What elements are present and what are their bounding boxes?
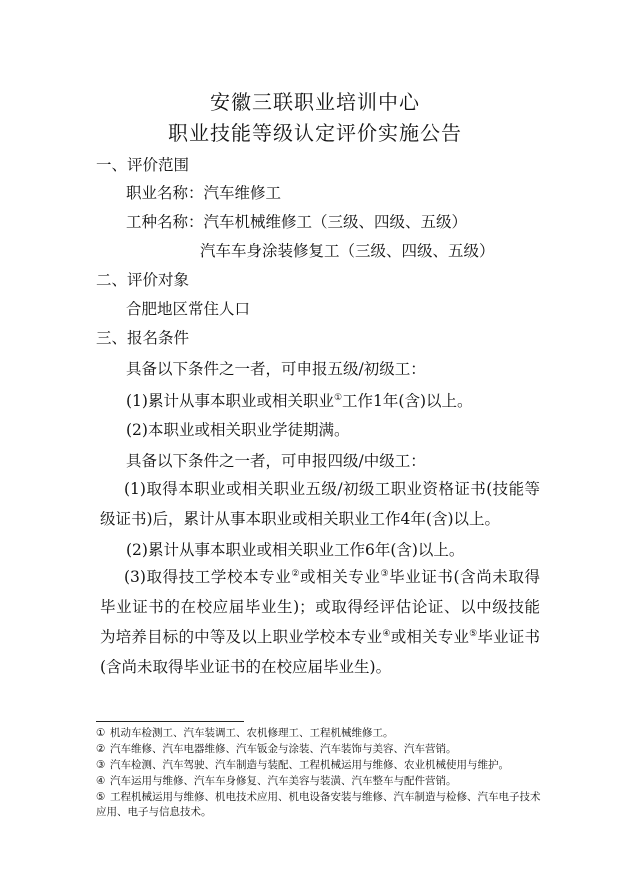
footnote-2 xyxy=(96,742,546,757)
occupation-name: 职业名称：汽车维修工 xyxy=(126,184,282,202)
footnote-text-4: 汽车运用与维修、汽车车身修复、汽车美容与装潢、汽车整车与配件营销。 xyxy=(110,775,457,787)
level4-intro: 具备以下条件之一者，可申报四级/中级工： xyxy=(126,452,426,470)
footnote-text-5: 工程机械运用与维修、机电技术应用、机电设备安装与维修、汽车制造与检修、汽车电子技术应用、电子与信息技术。 xyxy=(96,791,541,818)
section2-heading: 二、评价对象 xyxy=(96,271,190,289)
level4-item3-text-d: 或相关专业 xyxy=(390,628,470,646)
footnote-divider xyxy=(96,721,244,722)
level5-item2: (2)本职业或相关职业学徒期满。 xyxy=(126,421,350,439)
footnote-mark-3: ③ xyxy=(96,759,106,771)
footnote-mark-5: ⑤ xyxy=(96,791,106,803)
level4-item3-text-c: 毕业证书(含尚未取得毕业证书的在校应届毕业生)；或取得经评估论证、以中级技能为培养目标的中等及以上职业学校本专业 xyxy=(100,568,540,646)
footnote-text-2: 汽车维修、汽车电器维修、汽车钣金与涂装、汽车装饰与美容、汽车营销。 xyxy=(110,743,457,755)
footnote-text-3: 汽车检测、汽车驾驶、汽车制造与装配、工程机械运用与维修、农业机械使用与维护。 xyxy=(110,759,509,771)
footnote-3 xyxy=(96,758,546,773)
document-title-line2: 职业技能等级认定评价实施公告 xyxy=(168,121,462,145)
level5-item1 xyxy=(126,389,473,411)
footnote-ref-2: ② xyxy=(291,568,301,579)
footnote-ref-1: ① xyxy=(333,392,343,403)
footnote-mark-4: ④ xyxy=(96,775,106,787)
trade-name-line2: 汽车车身涂装修复工（三级、四级、五级） xyxy=(200,242,495,260)
footnote-mark-2: ② xyxy=(96,743,106,755)
level5-item1-text-a: (1)累计从事本职业或相关职业 xyxy=(126,392,334,410)
footnote-1 xyxy=(96,726,546,741)
level5-intro: 具备以下条件之一者，可申报五级/初级工： xyxy=(126,360,426,378)
evaluation-target: 合肥地区常住人口 xyxy=(126,300,251,318)
level4-item3-text-a: (3)取得技工学校本专业 xyxy=(124,568,292,586)
level5-item1-text-b: 工作1年(含)以上。 xyxy=(342,392,473,410)
level4-item3-text-b: 或相关专业 xyxy=(300,568,381,586)
document-title-line1: 安徽三联职业培训中心 xyxy=(210,90,420,114)
section1-heading: 一、评价范围 xyxy=(96,156,190,174)
level4-item1-text: (1)取得本职业或相关职业五级/初级工职业资格证书(技能等级证书)后，累计从事本职业或相关职业工作4年(含)以上。 xyxy=(100,480,540,528)
section3-heading: 三、报名条件 xyxy=(96,329,190,347)
footnote-mark-1: ① xyxy=(96,727,106,739)
footnote-ref-4: ④ xyxy=(382,628,391,639)
footnote-text-1: 机动车检测工、汽车装调工、农机修理工、工程机械维修工。 xyxy=(110,727,394,739)
footnote-ref-3: ③ xyxy=(380,568,390,579)
level4-item3-text-e: 毕业证书(含尚未取得毕业证书的在校应届毕业生)。 xyxy=(100,628,540,676)
footnote-5 xyxy=(96,790,546,820)
footnote-4 xyxy=(96,774,546,789)
level4-item3 xyxy=(100,562,540,682)
level4-item2: (2)累计从事本职业或相关职业工作6年(含)以上。 xyxy=(126,541,465,559)
level4-item1 xyxy=(100,474,540,534)
trade-name-line1: 工种名称：汽车机械维修工（三级、四级、五级） xyxy=(126,213,468,231)
footnote-ref-5: ⑤ xyxy=(469,628,478,639)
